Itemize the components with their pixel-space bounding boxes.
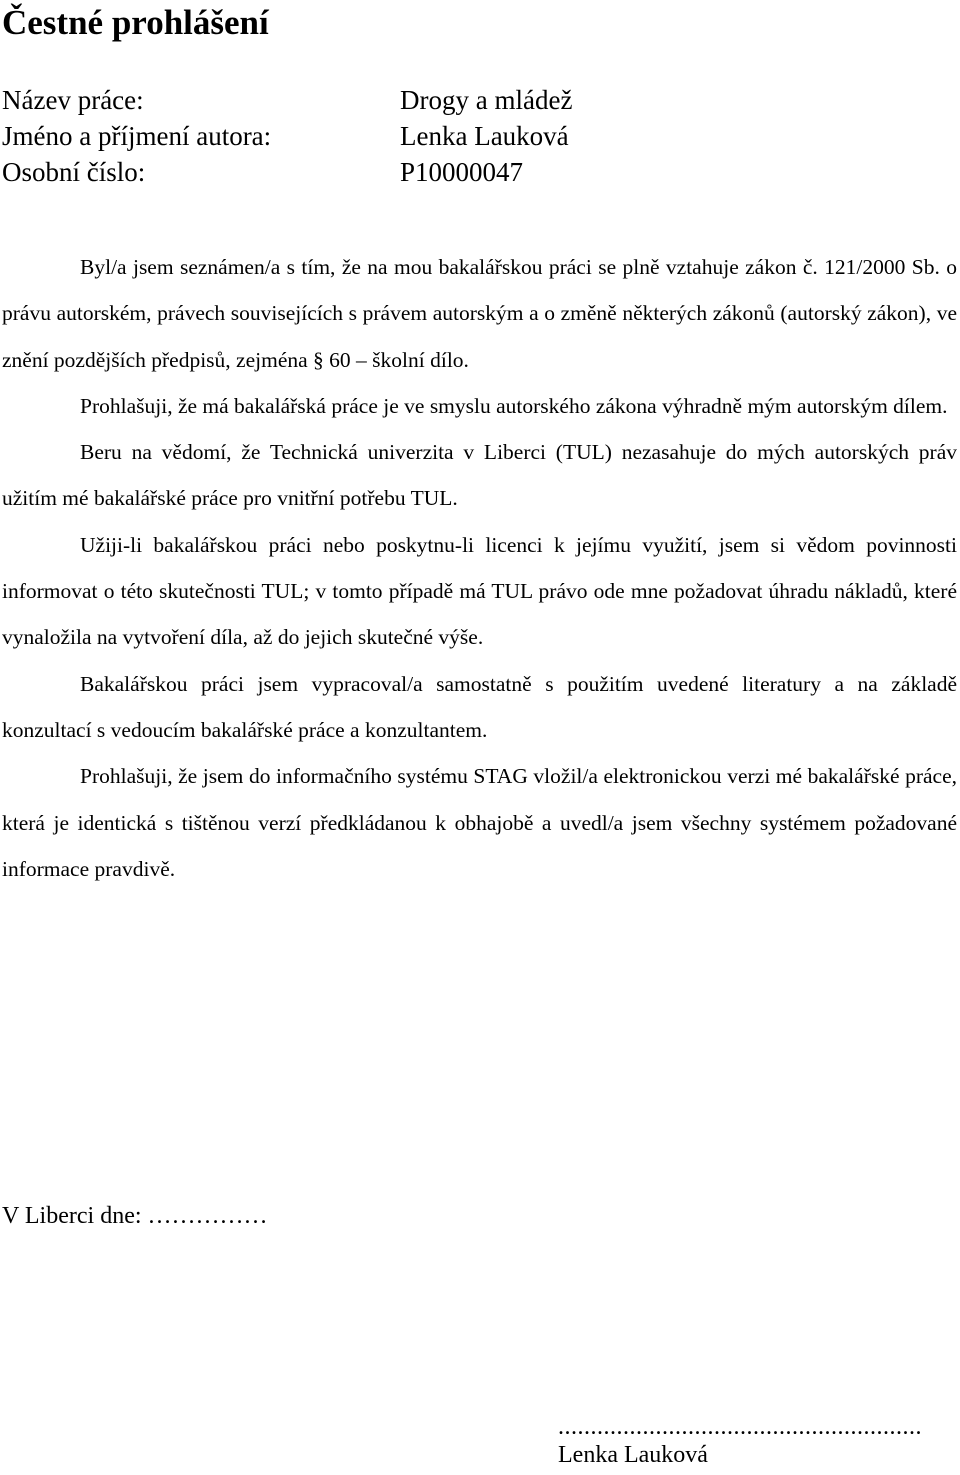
declaration-paragraph: Prohlašuji, že má bakalářská práce je ve smyslu autorského zákona výhradně mým autorským dílem.	[80, 393, 948, 418]
thesis-metadata	[2, 82, 572, 190]
signature-dotted-line: ........................................................	[558, 1414, 922, 1440]
meta-label: Jméno a příjmení autora:	[2, 121, 272, 151]
meta-value: P10000047	[400, 157, 524, 187]
meta-row-thesis-title	[2, 82, 572, 118]
meta-row-author-name	[2, 118, 572, 154]
declaration-paragraph: Byl/a jsem seznámen/a s tím, že na mou bakalářskou práci se plně vztahuje zákon č. 121/2000 Sb. o právu autorském, právech souvisejících s právem autorským a o změně některých zákonů (autorský zákon), ve znění pozdějších předpisů, zejména § 60 – školní dílo.	[2, 255, 957, 372]
meta-label: Název práce:	[2, 85, 144, 115]
declaration-body	[2, 244, 957, 892]
signature-name: Lenka Lauková	[558, 1442, 708, 1468]
meta-value: Lenka Lauková	[400, 121, 569, 151]
declaration-paragraph: Prohlašuji, že jsem do informačního systému STAG vložil/a elektronickou verzi mé bakalářské práce, která je identická s tištěnou verzí předkládanou k obhajobě a uvedl/a jsem všechny systémem požadované informace pravdivě.	[2, 764, 957, 881]
signature-date-line: V Liberci dne: ……………	[2, 1203, 268, 1229]
meta-row-personal-number	[2, 154, 572, 190]
meta-value: Drogy a mládež	[400, 85, 573, 115]
meta-label: Osobní číslo:	[2, 157, 146, 187]
declaration-paragraph: Užiji-li bakalářskou práci nebo poskytnu-li licenci k jejímu využití, jsem si vědom povinnosti informovat o této skutečnosti TUL; v tomto případě má TUL právo ode mne požadovat úhradu nákladů, které vynaložila na vytvoření díla, až do jejich skutečné výše.	[2, 532, 957, 650]
declaration-paragraph: Bakalářskou práci jsem vypracoval/a samostatně s použitím uvedené literatury a na základě konzultací s vedoucím bakalářské práce a konzultantem.	[2, 671, 957, 742]
declaration-paragraph: Beru na vědomí, že Technická univerzita v Liberci (TUL) nezasahuje do mých autorských práv užitím mé bakalářské práce pro vnitřní potřebu TUL.	[2, 440, 957, 511]
signature-block	[558, 1414, 958, 1470]
document-title: Čestné prohlášení	[2, 3, 269, 42]
